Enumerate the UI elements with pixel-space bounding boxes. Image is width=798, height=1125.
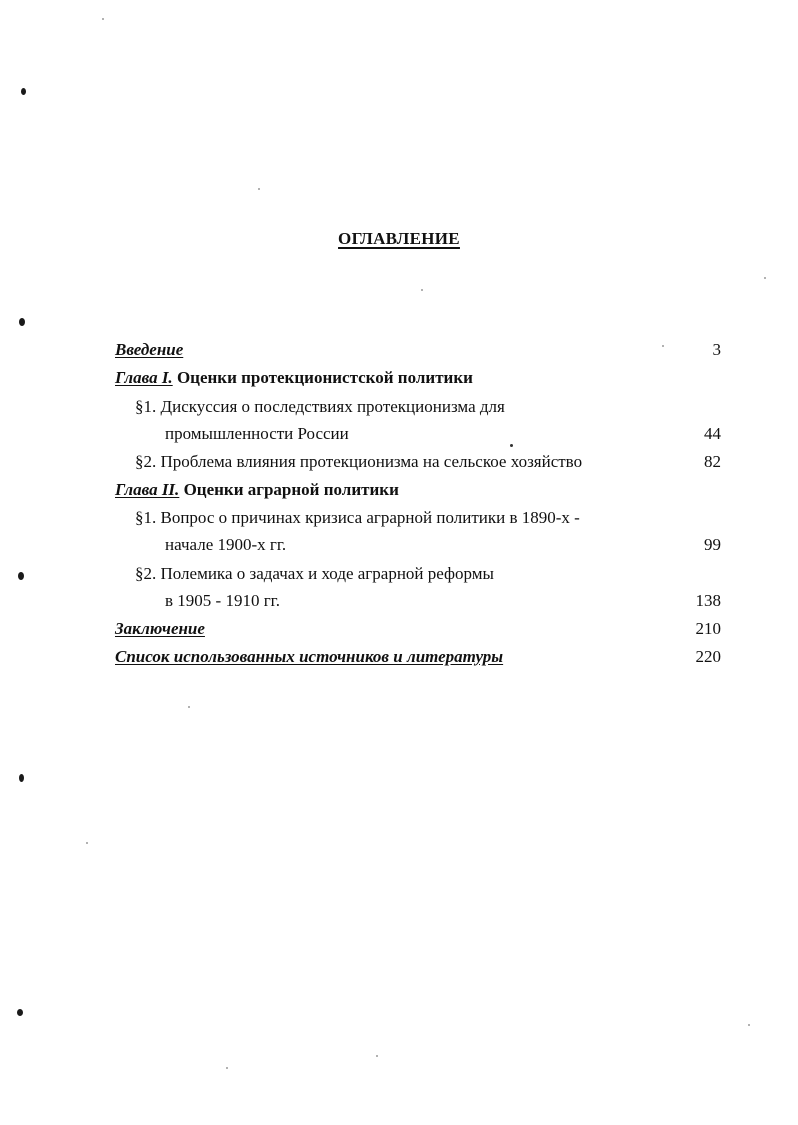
toc-intro-page: 3 [712, 340, 721, 359]
toc-entry-intro[interactable] [115, 340, 183, 360]
toc-entry-chapter-2[interactable] [115, 480, 399, 500]
toc-conclusion-label[interactable]: Заключение [115, 619, 205, 638]
toc-ch2-sec1-page: 99 [704, 535, 721, 554]
toc-ch1-sec1-page: 44 [704, 424, 721, 443]
toc-entry-ch2-sec1-line1 [135, 508, 580, 528]
toc-entry-ch1-sec1-line2 [165, 424, 349, 444]
toc-ch2-sec1-line1: §1. Вопрос о причинах кризиса аграрной политики в 1890-х - [135, 508, 580, 527]
toc-ch1-sec1-line2: промышленности России [165, 424, 349, 443]
toc-ch1-sec2-line1: §2. Проблема влияния протекционизма на сельское хозяйство [135, 452, 583, 471]
toc-chapter-1-name: Оценки протекционистской политики [176, 368, 473, 387]
toc-chapter-2-name: Оценки аграрной политики [183, 480, 399, 499]
toc-ch2-sec2-line1: §2. Полемика о задачах и ходе аграрной реформы [135, 564, 494, 583]
toc-entry-chapter-1[interactable] [115, 368, 473, 388]
toc-entry-ch2-sec2-line2 [165, 591, 280, 611]
toc-ch2-sec2-line2: в 1905 - 1910 гг. [165, 591, 280, 610]
toc-ch1-sec1-line1: §1. Дискуссия о последствиях протекционизма для [135, 397, 505, 416]
toc-conclusion-page: 210 [695, 619, 721, 638]
toc-entry-ch2-sec1-line2 [165, 535, 286, 555]
toc-chapter-2-label[interactable]: Глава II. [115, 480, 180, 499]
toc-ch1-sec2-page: 82 [704, 452, 721, 471]
toc-entry-ch1-sec1-line1 [135, 397, 505, 417]
toc-sources-label[interactable]: Список использованных источников и литературы [115, 647, 504, 666]
toc-entry-ch1-sec2 [135, 452, 582, 472]
toc-ch2-sec1-line2: начале 1900-х гг. [165, 535, 287, 554]
toc-intro-label[interactable]: Введение [115, 340, 184, 359]
toc-chapter-1-label[interactable]: Глава I. [115, 368, 173, 387]
toc-entry-conclusion[interactable] [115, 619, 205, 639]
toc-ch2-sec2-page: 138 [695, 591, 721, 610]
page-title-text: ОГЛАВЛЕНИЕ [338, 229, 460, 248]
toc-sources-page: 220 [695, 647, 721, 666]
toc-entry-sources[interactable] [115, 647, 503, 667]
toc-entry-ch2-sec2-line1 [135, 564, 494, 584]
